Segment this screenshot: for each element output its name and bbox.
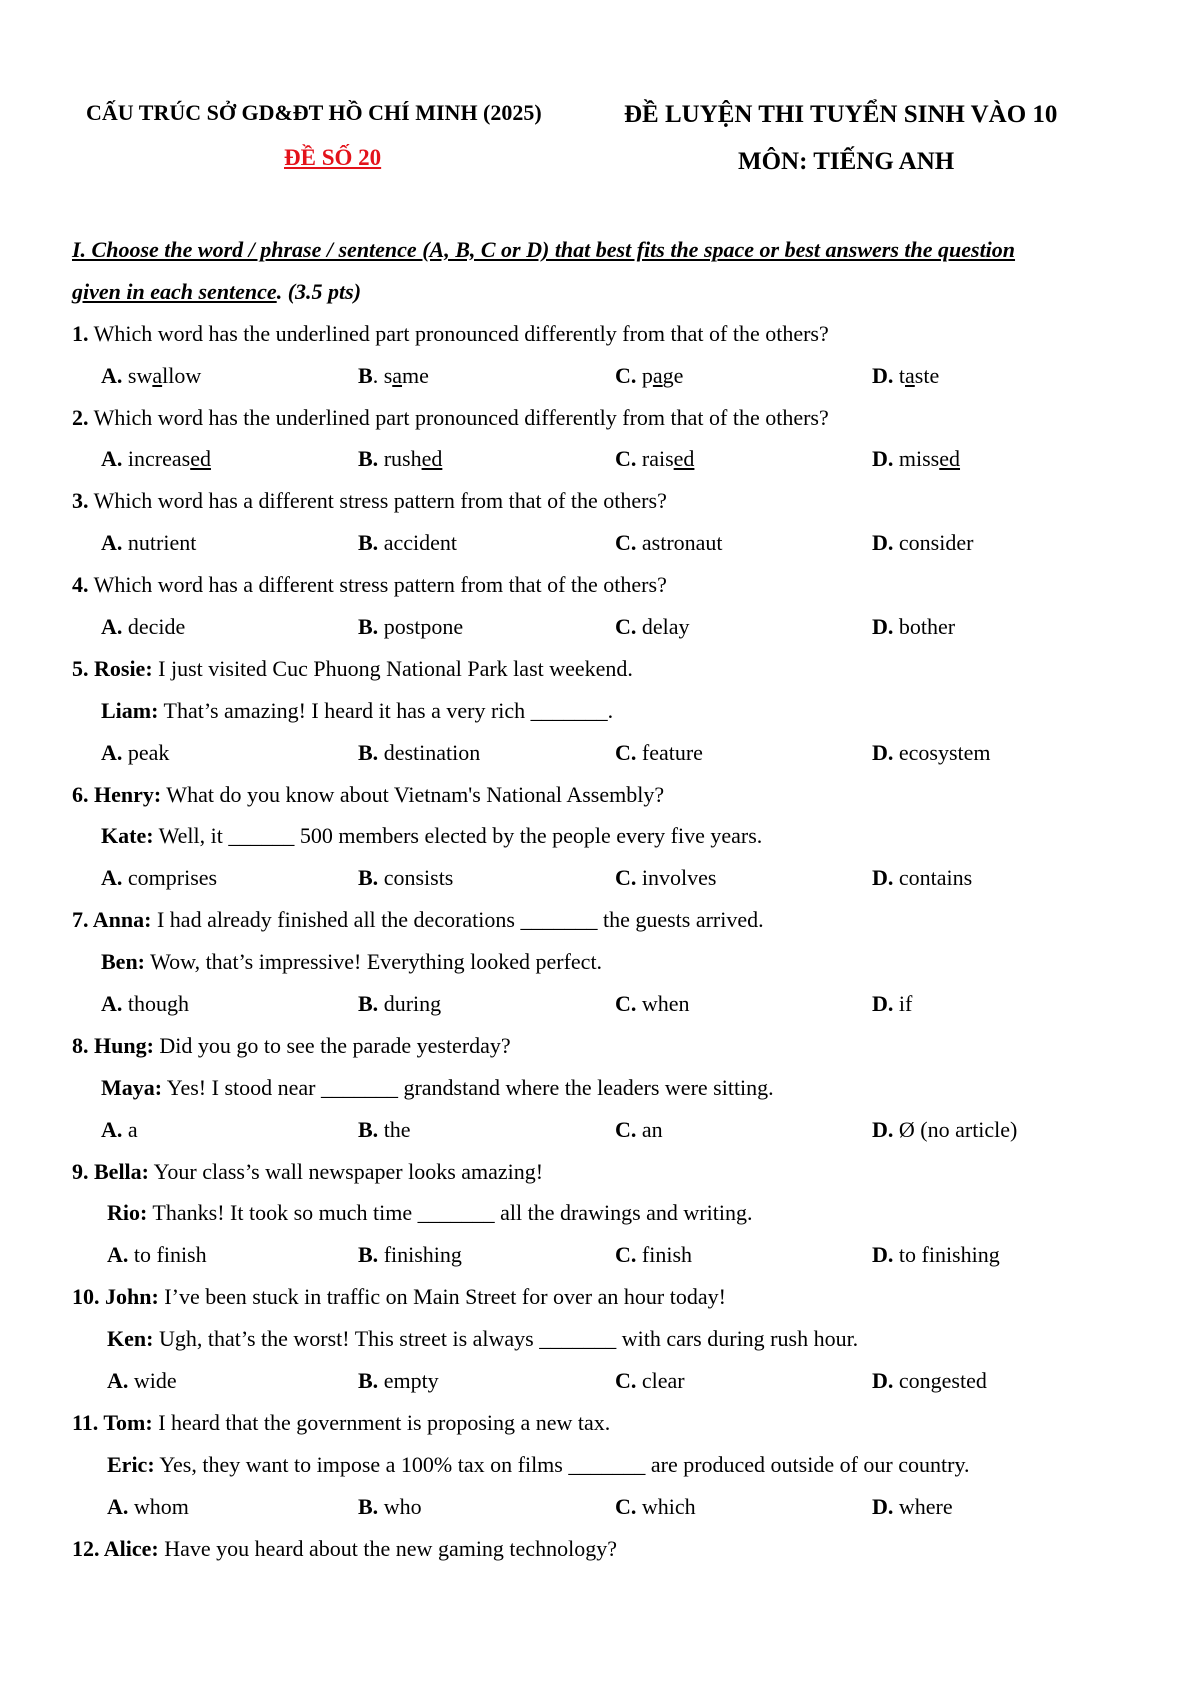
- option-text: during: [378, 991, 442, 1017]
- answer-option: [101, 355, 201, 397]
- option-letter: B.: [358, 991, 379, 1017]
- answer-options: [72, 355, 1132, 397]
- option-text: miss: [893, 446, 940, 472]
- answer-option: [615, 1109, 663, 1151]
- underlined-part: a: [652, 362, 663, 388]
- answer-option: [358, 522, 457, 564]
- speaker-name: Maya:: [101, 1074, 163, 1100]
- option-letter: B.: [358, 1242, 379, 1268]
- answer-option: [358, 732, 480, 774]
- option-text-rest: llow: [162, 362, 202, 388]
- question-list: [72, 313, 1132, 1570]
- underlined-part: ed: [673, 446, 695, 472]
- option-text: comprises: [122, 865, 218, 891]
- option-letter: D.: [872, 446, 894, 472]
- answer-options: [72, 857, 1132, 899]
- reply-text: That’s amazing! I heard it has a very rich _______.: [158, 697, 614, 723]
- answer-options: [72, 1486, 1132, 1528]
- option-letter: B.: [358, 1368, 379, 1394]
- answer-option: [872, 983, 912, 1025]
- reply-text: Well, it ______ 500 members elected by the people every five years.: [153, 823, 763, 849]
- question-stem: [72, 480, 1132, 522]
- option-text: t: [893, 362, 906, 388]
- option-letter: C.: [615, 1242, 637, 1268]
- question-stem: [72, 397, 1132, 439]
- question-stem: [72, 774, 1132, 816]
- question-text: Which word has a different stress pattern from that of the others?: [88, 488, 667, 514]
- option-letter: D.: [872, 614, 894, 640]
- option-text: which: [636, 1493, 696, 1519]
- answer-option: [872, 1109, 1017, 1151]
- exam-title: ĐỀ LUYỆN THI TUYỂN SINH VÀO 10: [624, 101, 1058, 128]
- option-letter: C.: [615, 530, 637, 556]
- answer-options: [72, 522, 1132, 564]
- answer-option: [101, 732, 169, 774]
- option-text: whom: [128, 1493, 189, 1519]
- dialogue-reply: [72, 690, 1132, 732]
- dialogue-reply: [72, 815, 1132, 857]
- option-text: congested: [893, 1368, 987, 1394]
- option-letter: D.: [872, 1242, 894, 1268]
- option-letter: A.: [101, 362, 123, 388]
- option-letter: C.: [615, 991, 637, 1017]
- option-text: wide: [128, 1368, 177, 1394]
- option-letter: C.: [615, 614, 637, 640]
- answer-option: [101, 522, 196, 564]
- question-stem: [72, 1025, 1132, 1067]
- answer-options: [72, 606, 1132, 648]
- option-text: the: [378, 1116, 411, 1142]
- question-text: I had already finished all the decorations _______ the guests arrived.: [151, 907, 764, 933]
- option-letter: A.: [101, 739, 123, 765]
- option-text: astronaut: [636, 530, 723, 556]
- department-heading: CẤU TRÚC SỞ GD&ĐT HỒ CHÍ MINH (2025): [86, 100, 542, 125]
- answer-option: [101, 983, 189, 1025]
- answer-option: [872, 732, 991, 774]
- answer-option: [872, 857, 972, 899]
- option-text: a: [122, 1116, 138, 1142]
- answer-option: [872, 522, 973, 564]
- option-letter: B.: [358, 1493, 379, 1519]
- option-text: ecosystem: [893, 739, 991, 765]
- question-text: What do you know about Vietnam's National Assembly?: [161, 781, 665, 807]
- question-text: I just visited Cuc Phuong National Park last weekend.: [152, 655, 633, 681]
- question-number: 4.: [72, 572, 89, 598]
- option-text: bother: [893, 614, 956, 640]
- section-title-points: . (3.5 pts): [276, 278, 362, 304]
- option-letter: B.: [358, 614, 379, 640]
- answer-option: [615, 522, 723, 564]
- option-text: delay: [636, 614, 690, 640]
- question-stem: [72, 564, 1132, 606]
- question-text: I heard that the government is proposing a new tax.: [152, 1409, 611, 1435]
- option-text: consider: [893, 530, 974, 556]
- question-number: 2.: [72, 404, 89, 430]
- question-number: 11. Tom:: [72, 1409, 153, 1435]
- reply-text: Thanks! It took so much time _______ all the drawings and writing.: [147, 1200, 753, 1226]
- question-text: I’ve been stuck in traffic on Main Street for over an hour today!: [158, 1284, 726, 1310]
- question-number: 10. John:: [72, 1284, 159, 1310]
- option-letter: C.: [615, 1493, 637, 1519]
- answer-option: [358, 355, 429, 397]
- option-letter: A.: [107, 1493, 129, 1519]
- answer-option: [872, 1234, 1000, 1276]
- answer-option: [615, 1486, 696, 1528]
- answer-option: [872, 1360, 987, 1402]
- question-text: Which word has a different stress pattern from that of the others?: [88, 572, 667, 598]
- answer-option: [101, 1109, 138, 1151]
- answer-option: [358, 1360, 439, 1402]
- answer-option: [615, 355, 683, 397]
- underlined-part: ed: [939, 446, 961, 472]
- question-number: 6. Henry:: [72, 781, 162, 807]
- option-text: to finish: [128, 1242, 207, 1268]
- option-text: contains: [893, 865, 973, 891]
- answer-options: [72, 1360, 1132, 1402]
- option-text: clear: [636, 1368, 685, 1394]
- question-stem: [72, 313, 1132, 355]
- option-letter: A.: [107, 1368, 129, 1394]
- option-text: where: [893, 1493, 953, 1519]
- option-text: decide: [122, 614, 186, 640]
- option-text: empty: [378, 1368, 439, 1394]
- option-letter: A.: [101, 446, 123, 472]
- answer-options: [72, 1109, 1132, 1151]
- option-text: nutrient: [122, 530, 197, 556]
- answer-option: [615, 606, 690, 648]
- option-letter: D.: [872, 991, 894, 1017]
- question-stem: [72, 1528, 1132, 1570]
- answer-option: [358, 438, 442, 480]
- answer-option: [615, 983, 690, 1025]
- section-title: [72, 229, 1132, 271]
- question-stem: [72, 1276, 1132, 1318]
- answer-option: [101, 857, 217, 899]
- option-text: feature: [636, 739, 703, 765]
- answer-option: [872, 606, 955, 648]
- option-letter: A.: [101, 614, 123, 640]
- underlined-part: ed: [421, 446, 443, 472]
- question-stem: [72, 1151, 1132, 1193]
- section-title-cont: [72, 271, 1132, 313]
- reply-text: Yes! I stood near _______ grandstand where the leaders were sitting.: [162, 1074, 774, 1100]
- option-text: Ø (no article): [893, 1116, 1018, 1142]
- option-letter: C.: [615, 739, 637, 765]
- answer-option: [615, 732, 703, 774]
- option-text-rest: ste: [914, 362, 940, 388]
- answer-option: [101, 606, 185, 648]
- option-text-rest: me: [402, 362, 429, 388]
- option-letter: C.: [615, 446, 637, 472]
- dialogue-reply: [72, 941, 1132, 983]
- answer-option: [101, 438, 211, 480]
- question-text: Did you go to see the parade yesterday?: [153, 1032, 511, 1058]
- answer-option: [615, 857, 716, 899]
- option-letter: A.: [101, 530, 123, 556]
- speaker-name: Liam:: [101, 697, 159, 723]
- answer-options: [72, 983, 1132, 1025]
- subject-title: MÔN: TIẾNG ANH: [738, 148, 955, 175]
- option-text: consists: [378, 865, 454, 891]
- answer-option: [107, 1360, 177, 1402]
- option-text: finishing: [378, 1242, 462, 1268]
- option-text: if: [893, 991, 913, 1017]
- option-letter: A.: [101, 1116, 123, 1142]
- answer-option: [358, 1234, 462, 1276]
- option-letter: C.: [615, 1116, 637, 1142]
- option-letter: D.: [872, 530, 894, 556]
- question-number: 3.: [72, 488, 89, 514]
- question-number: 12. Alice:: [72, 1535, 159, 1561]
- option-text-rest: ge: [662, 362, 684, 388]
- option-letter: D.: [872, 362, 894, 388]
- answer-options: [72, 1234, 1132, 1276]
- speaker-name: Ben:: [101, 949, 145, 975]
- underlined-part: a: [905, 362, 915, 388]
- option-text: . s: [372, 362, 393, 388]
- dialogue-reply: [72, 1192, 1132, 1234]
- question-number: 9. Bella:: [72, 1158, 149, 1184]
- speaker-name: Kate:: [101, 823, 154, 849]
- exam-number: ĐỀ SỐ 20: [284, 145, 382, 170]
- option-text: sw: [122, 362, 153, 388]
- reply-text: Wow, that’s impressive! Everything looked perfect.: [145, 949, 603, 975]
- option-text: an: [636, 1116, 663, 1142]
- option-letter: D.: [872, 739, 894, 765]
- answer-options: [72, 732, 1132, 774]
- option-letter: B: [358, 362, 373, 388]
- option-text: though: [122, 991, 190, 1017]
- option-letter: B.: [358, 739, 379, 765]
- option-letter: B.: [358, 530, 379, 556]
- option-letter: B.: [358, 865, 379, 891]
- answer-option: [615, 1360, 685, 1402]
- option-text: increas: [122, 446, 191, 472]
- question-text: Which word has the underlined part pronounced differently from that of the others?: [88, 404, 829, 430]
- option-letter: D.: [872, 865, 894, 891]
- question-text: Which word has the underlined part pronounced differently from that of the others?: [88, 320, 829, 346]
- section-title-line1: I. Choose the word / phrase / sentence (A, B, C or D) that best fits the space or best answers the question: [72, 237, 1016, 262]
- answer-option: [872, 438, 960, 480]
- answer-options: [72, 438, 1132, 480]
- question-number: 5. Rosie:: [72, 655, 153, 681]
- question-number: 7. Anna:: [72, 907, 152, 933]
- question-text: Have you heard about the new gaming technology?: [158, 1535, 617, 1561]
- dialogue-reply: [72, 1067, 1132, 1109]
- question-stem: [72, 1402, 1132, 1444]
- option-letter: A.: [101, 991, 123, 1017]
- answer-option: [107, 1234, 207, 1276]
- underlined-part: a: [152, 362, 163, 388]
- question-stem: [72, 899, 1132, 941]
- dialogue-reply: [72, 1444, 1132, 1486]
- answer-option: [358, 983, 441, 1025]
- option-text: when: [636, 991, 690, 1017]
- answer-option: [872, 355, 939, 397]
- option-letter: B.: [358, 1116, 379, 1142]
- option-letter: C.: [615, 362, 637, 388]
- answer-option: [358, 1486, 422, 1528]
- exam-content: [72, 229, 1132, 1570]
- option-text: rush: [378, 446, 422, 472]
- option-text: who: [378, 1493, 422, 1519]
- reply-text: Ugh, that’s the worst! This street is always _______ with cars during rush hour.: [153, 1326, 859, 1352]
- option-letter: B.: [358, 446, 379, 472]
- question-number: 1.: [72, 320, 89, 346]
- option-letter: D.: [872, 1368, 894, 1394]
- option-text: destination: [378, 739, 481, 765]
- option-text: accident: [378, 530, 457, 556]
- answer-option: [615, 1234, 692, 1276]
- answer-option: [358, 606, 463, 648]
- option-text: peak: [122, 739, 170, 765]
- question-text: Your class’s wall newspaper looks amazing!: [149, 1158, 544, 1184]
- speaker-name: Eric:: [107, 1451, 155, 1477]
- option-letter: A.: [101, 865, 123, 891]
- option-text: postpone: [378, 614, 464, 640]
- section-title-underlined: given in each sentence: [72, 278, 277, 304]
- answer-option: [615, 438, 694, 480]
- option-text: p: [636, 362, 653, 388]
- answer-option: [107, 1486, 189, 1528]
- answer-option: [358, 857, 453, 899]
- option-letter: C.: [615, 865, 637, 891]
- reply-text: Yes, they want to impose a 100% tax on films _______ are produced outside of our country.: [154, 1451, 970, 1477]
- question-number: 8. Hung:: [72, 1032, 154, 1058]
- speaker-name: Rio:: [107, 1200, 148, 1226]
- option-letter: D.: [872, 1493, 894, 1519]
- question-stem: [72, 648, 1132, 690]
- option-text: finish: [636, 1242, 693, 1268]
- option-letter: D.: [872, 1116, 894, 1142]
- option-text: involves: [636, 865, 717, 891]
- option-letter: A.: [107, 1242, 129, 1268]
- option-text: rais: [636, 446, 674, 472]
- answer-option: [872, 1486, 953, 1528]
- underlined-part: ed: [190, 446, 211, 472]
- underlined-part: a: [392, 362, 403, 388]
- answer-option: [358, 1109, 411, 1151]
- speaker-name: Ken:: [107, 1326, 154, 1352]
- option-letter: C.: [615, 1368, 637, 1394]
- dialogue-reply: [72, 1318, 1132, 1360]
- option-text: to finishing: [893, 1242, 1000, 1268]
